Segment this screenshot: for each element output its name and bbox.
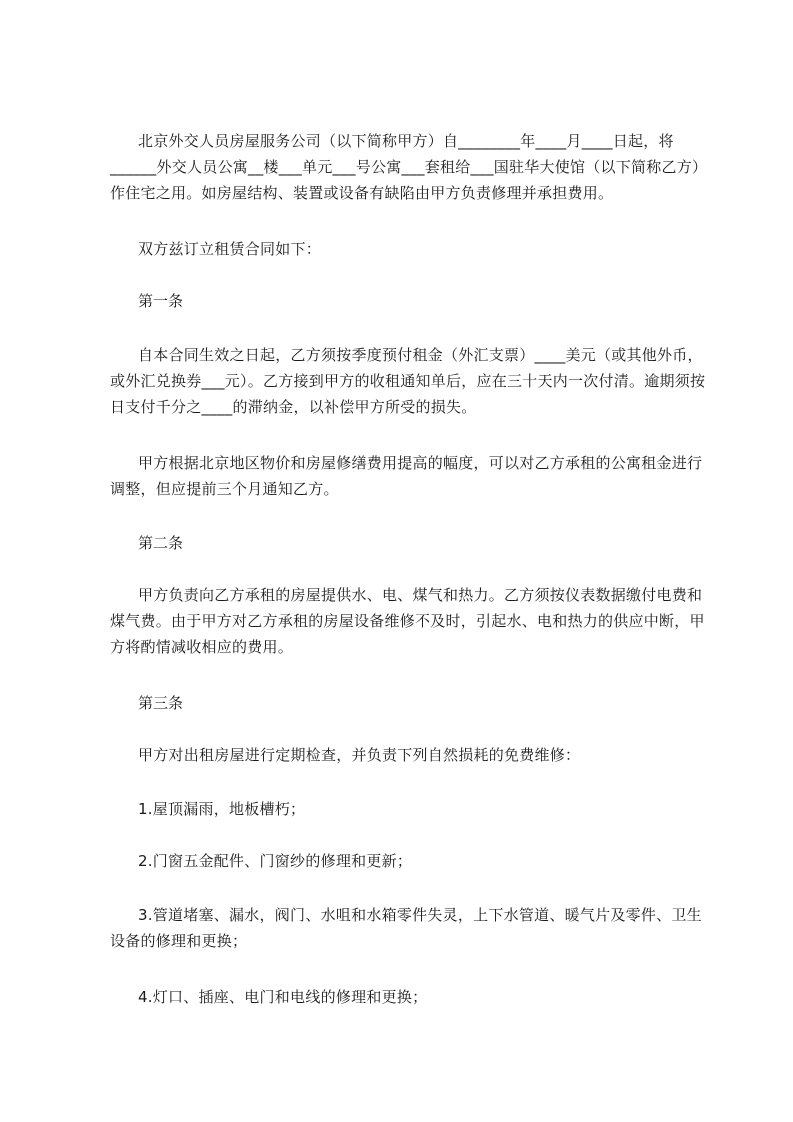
article-3-intro: 甲方对出租房屋进行定期检查，并负责下列自然损耗的免费维修： (138, 746, 581, 764)
list-item: 3.管道堵塞、漏水，阀门、水咀和水箱零件失灵，上下水管道、暖气片及零件、卫生设备的修理和更换； (110, 906, 702, 950)
article-1-heading: 第一条 (138, 292, 184, 310)
list-item: 1.屋顶漏雨，地板槽朽； (138, 800, 306, 818)
article-2-heading: 第二条 (138, 534, 184, 552)
list-item: 2.门窗五金配件、门窗纱的修理和更新； (138, 852, 413, 870)
article-2-paragraph: 甲方负责向乙方承租的房屋提供水、电、煤气和热力。乙方须按仪表数据缴付电费和煤气费。由于甲方对乙方承租的房屋设备维修不及时，引起水、电和热力的供应中断，甲方将酌情减收相应的费用。 (110, 586, 705, 656)
list-item: 4.灯口、插座、电门和电线的修理和更换； (138, 988, 428, 1006)
article-3-heading: 第三条 (138, 694, 184, 712)
article-1-rent-paragraph: 自本合同生效之日起，乙方须按季度预付租金（外汇支票）____美元（或其他外币，或外汇兑换券___元）。乙方接到甲方的收租通知单后，应在三十天内一次付清。逾期须按日支付千分之____的滞纳金，以补偿甲方所受的损失。 (110, 346, 706, 416)
agreement-statement: 双方兹订立租赁合同如下： (138, 240, 322, 258)
intro-paragraph: 北京外交人员房屋服务公司（以下简称甲方）自________年____月____日起，将______外交人员公寓__楼___单元___号公寓___套租给___国驻华大使馆（以下简称乙方）作住宅之用。如房屋结构、装置或设备有缺陷由甲方负责修理并承担费用。 (110, 132, 708, 202)
article-1-adjustment-paragraph: 甲方根据北京地区物价和房屋修缮费用提高的幅度，可以对乙方承租的公寓租金进行调整，但应提前三个月通知乙方。 (110, 454, 703, 498)
